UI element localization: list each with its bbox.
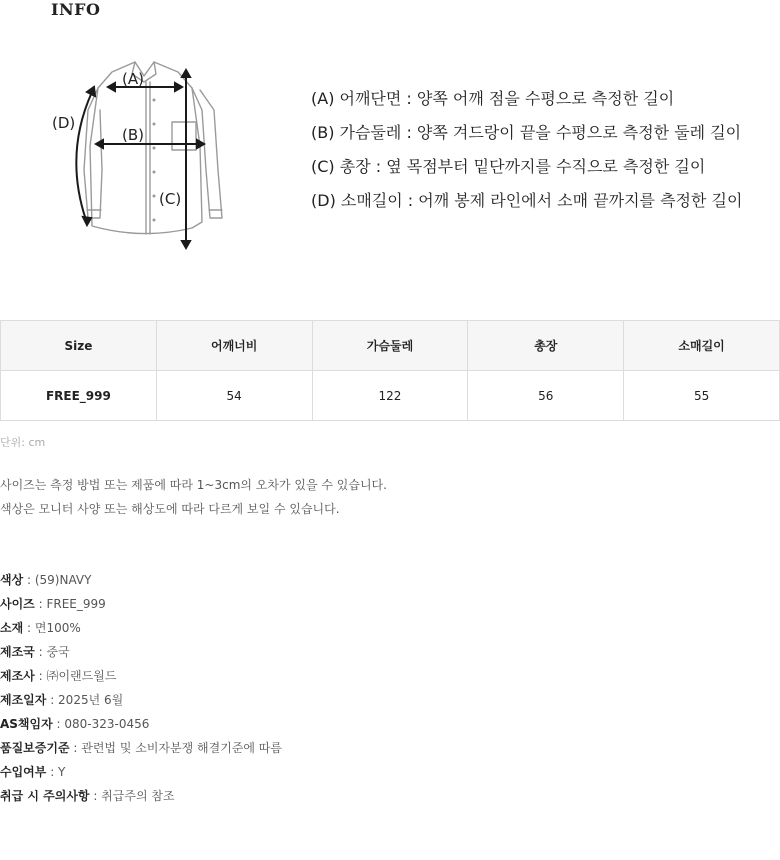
measurement-c: (C) 총장 : 옆 목점부터 밑단까지를 수직으로 측정한 길이 [311, 157, 706, 176]
detail-key: AS책임자 [0, 717, 53, 731]
detail-value: : 취급주의 참조 [89, 789, 175, 803]
detail-import [0, 760, 282, 784]
label-b: (B) [122, 126, 144, 144]
detail-color [0, 568, 282, 592]
shirt-diagram-svg [40, 50, 250, 260]
detail-key: 색상 [0, 573, 24, 587]
detail-value: : 관련법 및 소비자분쟁 해결기준에 따름 [69, 741, 282, 755]
detail-value: : ㈜이랜드월드 [34, 669, 117, 683]
shirt-pocket [172, 122, 196, 150]
shirt-right-sleeve [192, 88, 222, 218]
detail-material [0, 616, 282, 640]
cell-chest: 122 [312, 371, 468, 421]
label-d: (D) [52, 114, 76, 132]
shirt-placket [146, 82, 150, 234]
label-c: (C) [159, 190, 182, 208]
measurement-b: (B) 가슴둘레 : 양쪽 겨드랑이 끝을 수평으로 측정한 둘레 길이 [311, 123, 742, 142]
unit-note: 단위: cm [0, 436, 46, 449]
header-size: Size [1, 321, 157, 371]
detail-value: : (59)NAVY [23, 573, 92, 587]
detail-value: : 2025년 6월 [46, 693, 124, 707]
detail-as-contact [0, 712, 282, 736]
detail-value: : 중국 [34, 645, 70, 659]
size-table-header-row [1, 321, 780, 371]
detail-manufacturer [0, 664, 282, 688]
header-chest: 가슴둘레 [312, 321, 468, 371]
detail-value: : 면100% [23, 621, 81, 635]
detail-key: 소재 [0, 621, 24, 635]
detail-key: 제조사 [0, 669, 35, 683]
table-row [1, 371, 780, 421]
note-color-variance: 색상은 모니터 사양 또는 해상도에 따라 다르게 보일 수 있습니다. [0, 502, 340, 516]
detail-country [0, 640, 282, 664]
header-shoulder: 어깨너비 [156, 321, 312, 371]
note-size-tolerance: 사이즈는 측정 방법 또는 제품에 따라 1~3cm의 오차가 있을 수 있습니다. [0, 478, 387, 492]
detail-care [0, 784, 282, 808]
measurement-definitions [311, 86, 742, 222]
cell-length: 56 [468, 371, 624, 421]
cell-size: FREE_999 [1, 371, 157, 421]
detail-key: 사이즈 [0, 597, 35, 611]
header-sleeve: 소매길이 [624, 321, 780, 371]
detail-value: : FREE_999 [34, 597, 106, 611]
cell-shoulder: 54 [156, 371, 312, 421]
detail-key: 수입여부 [0, 765, 47, 779]
detail-key: 제조일자 [0, 693, 47, 707]
product-details [0, 568, 282, 808]
page-title: INFO [51, 0, 101, 19]
detail-value: : Y [46, 765, 66, 779]
measurement-a: (A) 어깨단면 : 양쪽 어깨 점을 수평으로 측정한 길이 [311, 89, 675, 108]
size-notes [0, 473, 387, 521]
detail-quality-standard [0, 736, 282, 760]
detail-value: : 080-323-0456 [52, 717, 150, 731]
detail-manufacture-date [0, 688, 282, 712]
cell-sleeve: 55 [624, 371, 780, 421]
detail-key: 품질보증기준 [0, 741, 70, 755]
shirt-measurement-diagram [40, 50, 250, 260]
detail-key: 취급 시 주의사항 [0, 789, 90, 803]
label-a: (A) [122, 70, 144, 88]
header-length: 총장 [468, 321, 624, 371]
detail-key: 제조국 [0, 645, 35, 659]
size-table [0, 320, 780, 421]
detail-size [0, 592, 282, 616]
measurement-d: (D) 소매길이 : 어깨 봉제 라인에서 소매 끝까지를 측정한 길이 [311, 191, 743, 210]
